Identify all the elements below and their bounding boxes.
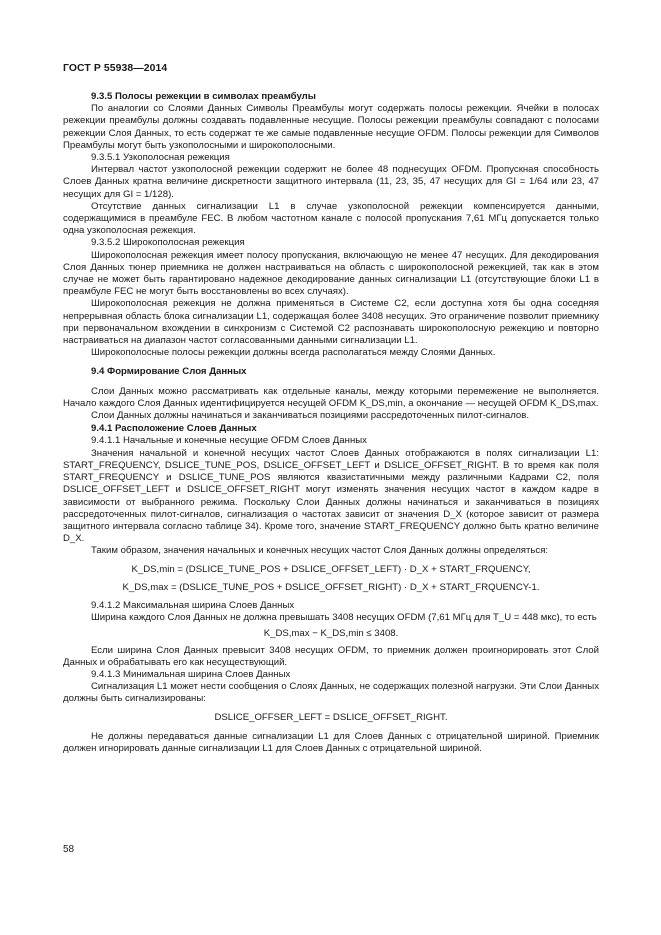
paragraph: Не должны передаваться данные сигнализации L1 для Слоев Данных с отрицательной шириной. Приемник должен игнорировать данные сигнализации L1 для Слоев Данных с отрицательной шириной.	[63, 730, 599, 754]
paragraph: Интервал частот узкополосной режекции содержит не более 48 поднесущих OFDM. Пропускная способность Слоев Данных кратна величине дискретности защитного интервала (11, 23, 35, 47 несущих для GI = 1/64 или 23, 47 несущих для GI = 1/128).	[63, 164, 599, 200]
paragraph: Широкополосная режекция имеет полосу пропускания, включающую не менее 47 несущих. Для декодирования Слоя Данных тюнер приемника не должен настраиваться на область с широкополосной режекцией, так как в этом случае не может быть гарантировано надежное декодирование данных сигнализации L1 (отсутствующие блоки L1 в преамбуле FEC не могут быть восстановлены во всех случаях).	[63, 249, 599, 298]
formula-kds-max: K_DS,max = (DSLICE_TUNE_POS + DSLICE_OFFSET_RIGHT) · D_X + START_FRQUENCY-1.	[122, 581, 540, 593]
document-body	[63, 90, 599, 755]
section-heading-9-3-5: 9.3.5 Полосы режекции в символах преамбулы	[91, 91, 316, 102]
paragraph: Ширина каждого Слоя Данных не должна превышать 3408 несущих OFDM (7,61 МГц для T_U = 448 мкс), то есть	[91, 612, 597, 624]
paragraph: Отсутствие данных сигнализации L1 в случае узкополосной режекции компенсируется данными, содержащимися в преамбуле FEC. В любом частотном канале с полосой пропускания 7,61 МГц допускается только одна узкополосная режекция.	[63, 200, 599, 237]
paragraph: Широкополосные полосы режекции должны всегда располагаться между Слоями Данных.	[91, 347, 496, 359]
formula-offsets-equal: DSLICE_OFFSER_LEFT = DSLICE_OFFSET_RIGHT.	[214, 711, 448, 723]
paragraph: По аналогии со Слоями Данных Символы Преамбулы могут содержать полосы режекции. Ячейки в полосах режекции преамбулы должны создавать подавленные несущие. Полосы режекции преамбулы совпадают с полосами режекции Слоя Данных, то есть содержат те же самые подавленные несущие OFDM. Полосы режекции для Символов Преамбулы могут быть узкополосными и широкополосными.	[63, 103, 599, 151]
subsection-title: 9.3.5.2 Широкополосная режекция	[91, 237, 245, 249]
paragraph: Значения начальной и конечной несущих частот Слоев Данных отображаются в полях сигнализации L1: START_FREQUENCY, DSLICE_TUNE_POS, DSLICE_OFFSET_LEFT и DSLICE_OFFSET_RIGHT. В то время как поля START_FREQUENCY и DSLICE_TUNE_POS являются квазистатичными между различными Кадрами C2, поля DSLICE_OFFSET_LEFT и DSLICE_OFFSET_RIGHT могут изменять значения несущих частот в каждом кадре в зависимости от выбранного режима. Поскольку Слои Данных должны начинаться и заканчиваться в позициях рассредоточенных пилот-сигналов, сигнализация о частотах зависит от значения D_X (которое зависит от размера защитного интервала согласно таблице 34). Кроме того, значение START_FREQUENCY должно быть кратно величине D_X.	[63, 447, 599, 545]
formula-width-limit: K_DS,max − K_DS,min ≤ 3408.	[263, 628, 399, 640]
paragraph: Слои Данных должны начинаться и заканчиваться позициями рассредоточенных пилот-сигналов.	[91, 410, 530, 422]
section-heading-9-4-1: 9.4.1 Расположение Слоев Данных	[91, 423, 257, 435]
paragraph: Широкополосная режекция не должна применяться в Системе C2, если доступна хотя бы одна соседняя непрерывная область блока сигнализации L1, содержащая более 3408 несущих. Это ограничение позволит приемнику при первоначальном вхождении в синхронизм с Системой C2 распознавать широкополосную режекцию и повторно настраиваться на диапазон частот согласованными данными сигнализации L1.	[63, 298, 599, 347]
subsection-title: 9.4.1.2 Максимальная ширина Слоев Данных	[91, 599, 295, 611]
paragraph: Если ширина Слоя Данных превысит 3408 несущих OFDM, то приемник должен проигнорировать этот Слой Данных и обрабатывать его как несуществующий.	[63, 644, 599, 668]
subsection-title: 9.4.1.1 Начальные и конечные несущие OFDM Слоев Данных	[91, 435, 367, 447]
document-header: ГОСТ Р 55938—2014	[63, 63, 168, 74]
paragraph: Слои Данных можно рассматривать как отдельные каналы, между которыми перемежение не выполняется. Начало каждого Слоя Данных идентифицируется несущей OFDM K_DS,min, а окончание — несущей OFDM K_DS,max.	[63, 385, 599, 409]
subsection-title: 9.4.1.3 Минимальная ширина Слоев Данных	[91, 668, 291, 680]
paragraph: Таким образом, значения начальных и конечных несущих частот Слоя Данных должны определяться:	[91, 545, 549, 557]
subsection-title: 9.3.5.1 Узкополосная режекция	[91, 152, 230, 164]
section-heading-9-4: 9.4 Формирование Слоя Данных	[91, 366, 247, 378]
paragraph: Сигнализация L1 может нести сообщения о Слоях Данных, не содержащих полезной нагрузки. Эти Слои Данных должны быть сигнализированы:	[63, 681, 599, 705]
page-number: 58	[63, 844, 75, 855]
formula-kds-min: K_DS,min = (DSLICE_TUNE_POS + DSLICE_OFFSET_LEFT) · D_X + START_FRQUENCY,	[131, 563, 531, 575]
